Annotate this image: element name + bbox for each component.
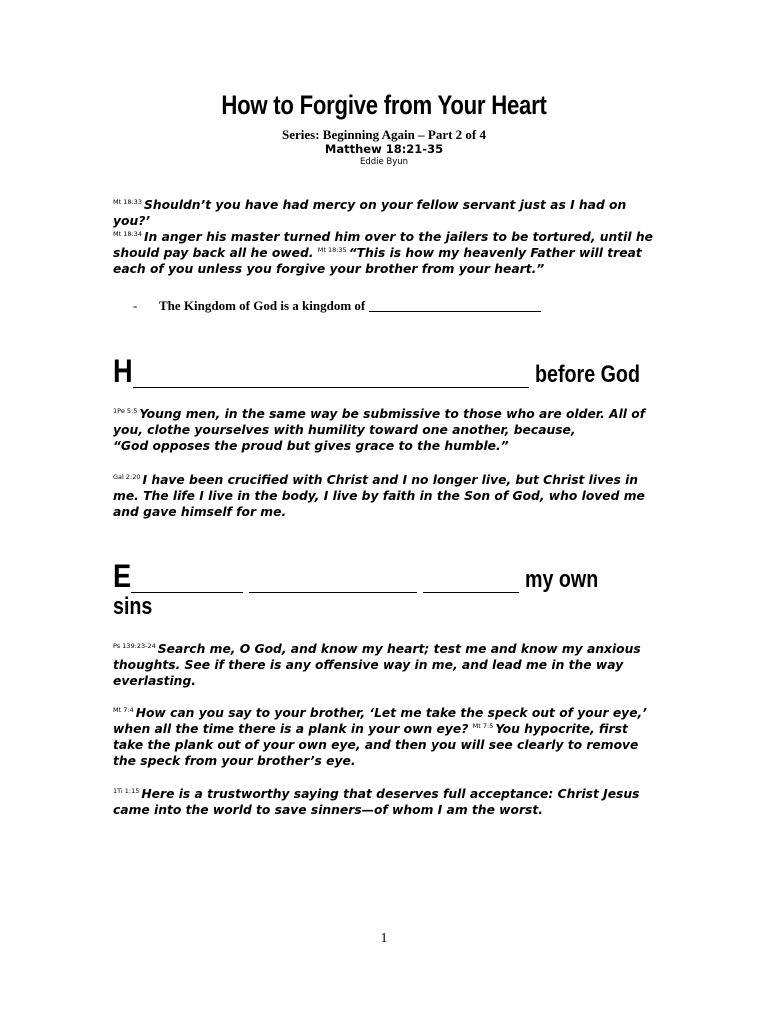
fill-in-blank — [369, 299, 541, 312]
heading-initial: E — [113, 558, 132, 594]
fill-in-blank — [319, 363, 529, 388]
section-h-verse-1 — [113, 406, 661, 454]
fill-in-blank — [133, 363, 319, 388]
verse-ref: Ps 139:23-24 — [113, 642, 156, 650]
verse-text: “This is how my heavenly Father will treat each of you unless you forgive your brother from your heart.” — [113, 246, 642, 276]
author-name: Eddie Byun — [359, 157, 409, 167]
verse-text: Shouldn’t you have had mercy on your fellow servant just as I had on you?’ — [113, 198, 627, 228]
section-e-verse-3 — [113, 786, 661, 818]
fill-in-blank — [423, 568, 519, 593]
verse-text: You hypocrite, first take the plank out of your own eye, and then you will see clearly to remove the speck from your brother’s eye. — [113, 722, 639, 768]
verse-ref: Mt 18:34 — [113, 230, 142, 238]
verse-ref: 1Pe 5:5 — [113, 407, 138, 415]
intro-verses — [113, 197, 661, 277]
verse-text: Search me, O God, and know my heart; test me and know my anxious thoughts. See if there is any offensive way in me, and lead me in the way everlasting. — [113, 642, 641, 688]
fill-in-blank — [249, 568, 417, 593]
document-title: How to Forgive from Your Heart — [221, 90, 547, 120]
verse-ref: Gal 2:20 — [113, 473, 141, 481]
verse-ref: Mt 18:35 — [317, 246, 347, 254]
verse-ref: Mt 18:33 — [113, 198, 142, 206]
verse-ref: Mt 7:4 — [113, 706, 134, 714]
verse-ref: 1Ti 1:15 — [113, 787, 140, 795]
heading-initial: H — [113, 353, 133, 389]
bullet-dash: - — [133, 298, 138, 313]
section-heading-h — [113, 355, 713, 391]
verse-text: I have been crucified with Christ and I no longer live, but Christ lives in me. The life I live in the body, I live by faith in the Son of God, who loved me and gave himself for me. — [113, 473, 645, 519]
verse-text: In anger his master turned him over to the jailers to be tortured, until he should pay back all he owed. — [113, 230, 653, 260]
series-subtitle: Series: Beginning Again – Part 2 of 4 — [281, 127, 487, 142]
scripture-passage: Matthew 18:21-35 — [324, 142, 444, 156]
page-number: 1 — [380, 931, 388, 946]
section-heading-e — [113, 560, 713, 596]
heading-tail: before God — [535, 361, 641, 388]
verse-text: Young men, in the same way be submissive to those who are older. All of you, clothe yourselves with humility toward one another, because, — [113, 407, 646, 437]
verse-text: Here is a trustworthy saying that deserves full acceptance: Christ Jesus came into the world to save sinners—of whom I am the worst. — [113, 787, 640, 817]
heading-tail-continued: sins — [113, 593, 153, 620]
heading-tail: my own — [525, 566, 599, 593]
section-h-verse-2 — [113, 472, 661, 520]
bullet-text: The Kingdom of God is a kingdom of — [159, 298, 366, 313]
section-e-verse-2 — [113, 705, 661, 769]
section-e-verse-1 — [113, 641, 661, 689]
verse-ref: Mt 7:5 — [472, 722, 494, 730]
bullet-point — [133, 298, 541, 314]
verse-text: How can you say to your brother, ‘Let me take the speck out of your eye,’ when all the time there is a plank in your own eye? — [113, 706, 647, 736]
fill-in-blank — [131, 568, 243, 593]
verse-quote: “God opposes the proud but gives grace to the humble.” — [113, 439, 509, 453]
